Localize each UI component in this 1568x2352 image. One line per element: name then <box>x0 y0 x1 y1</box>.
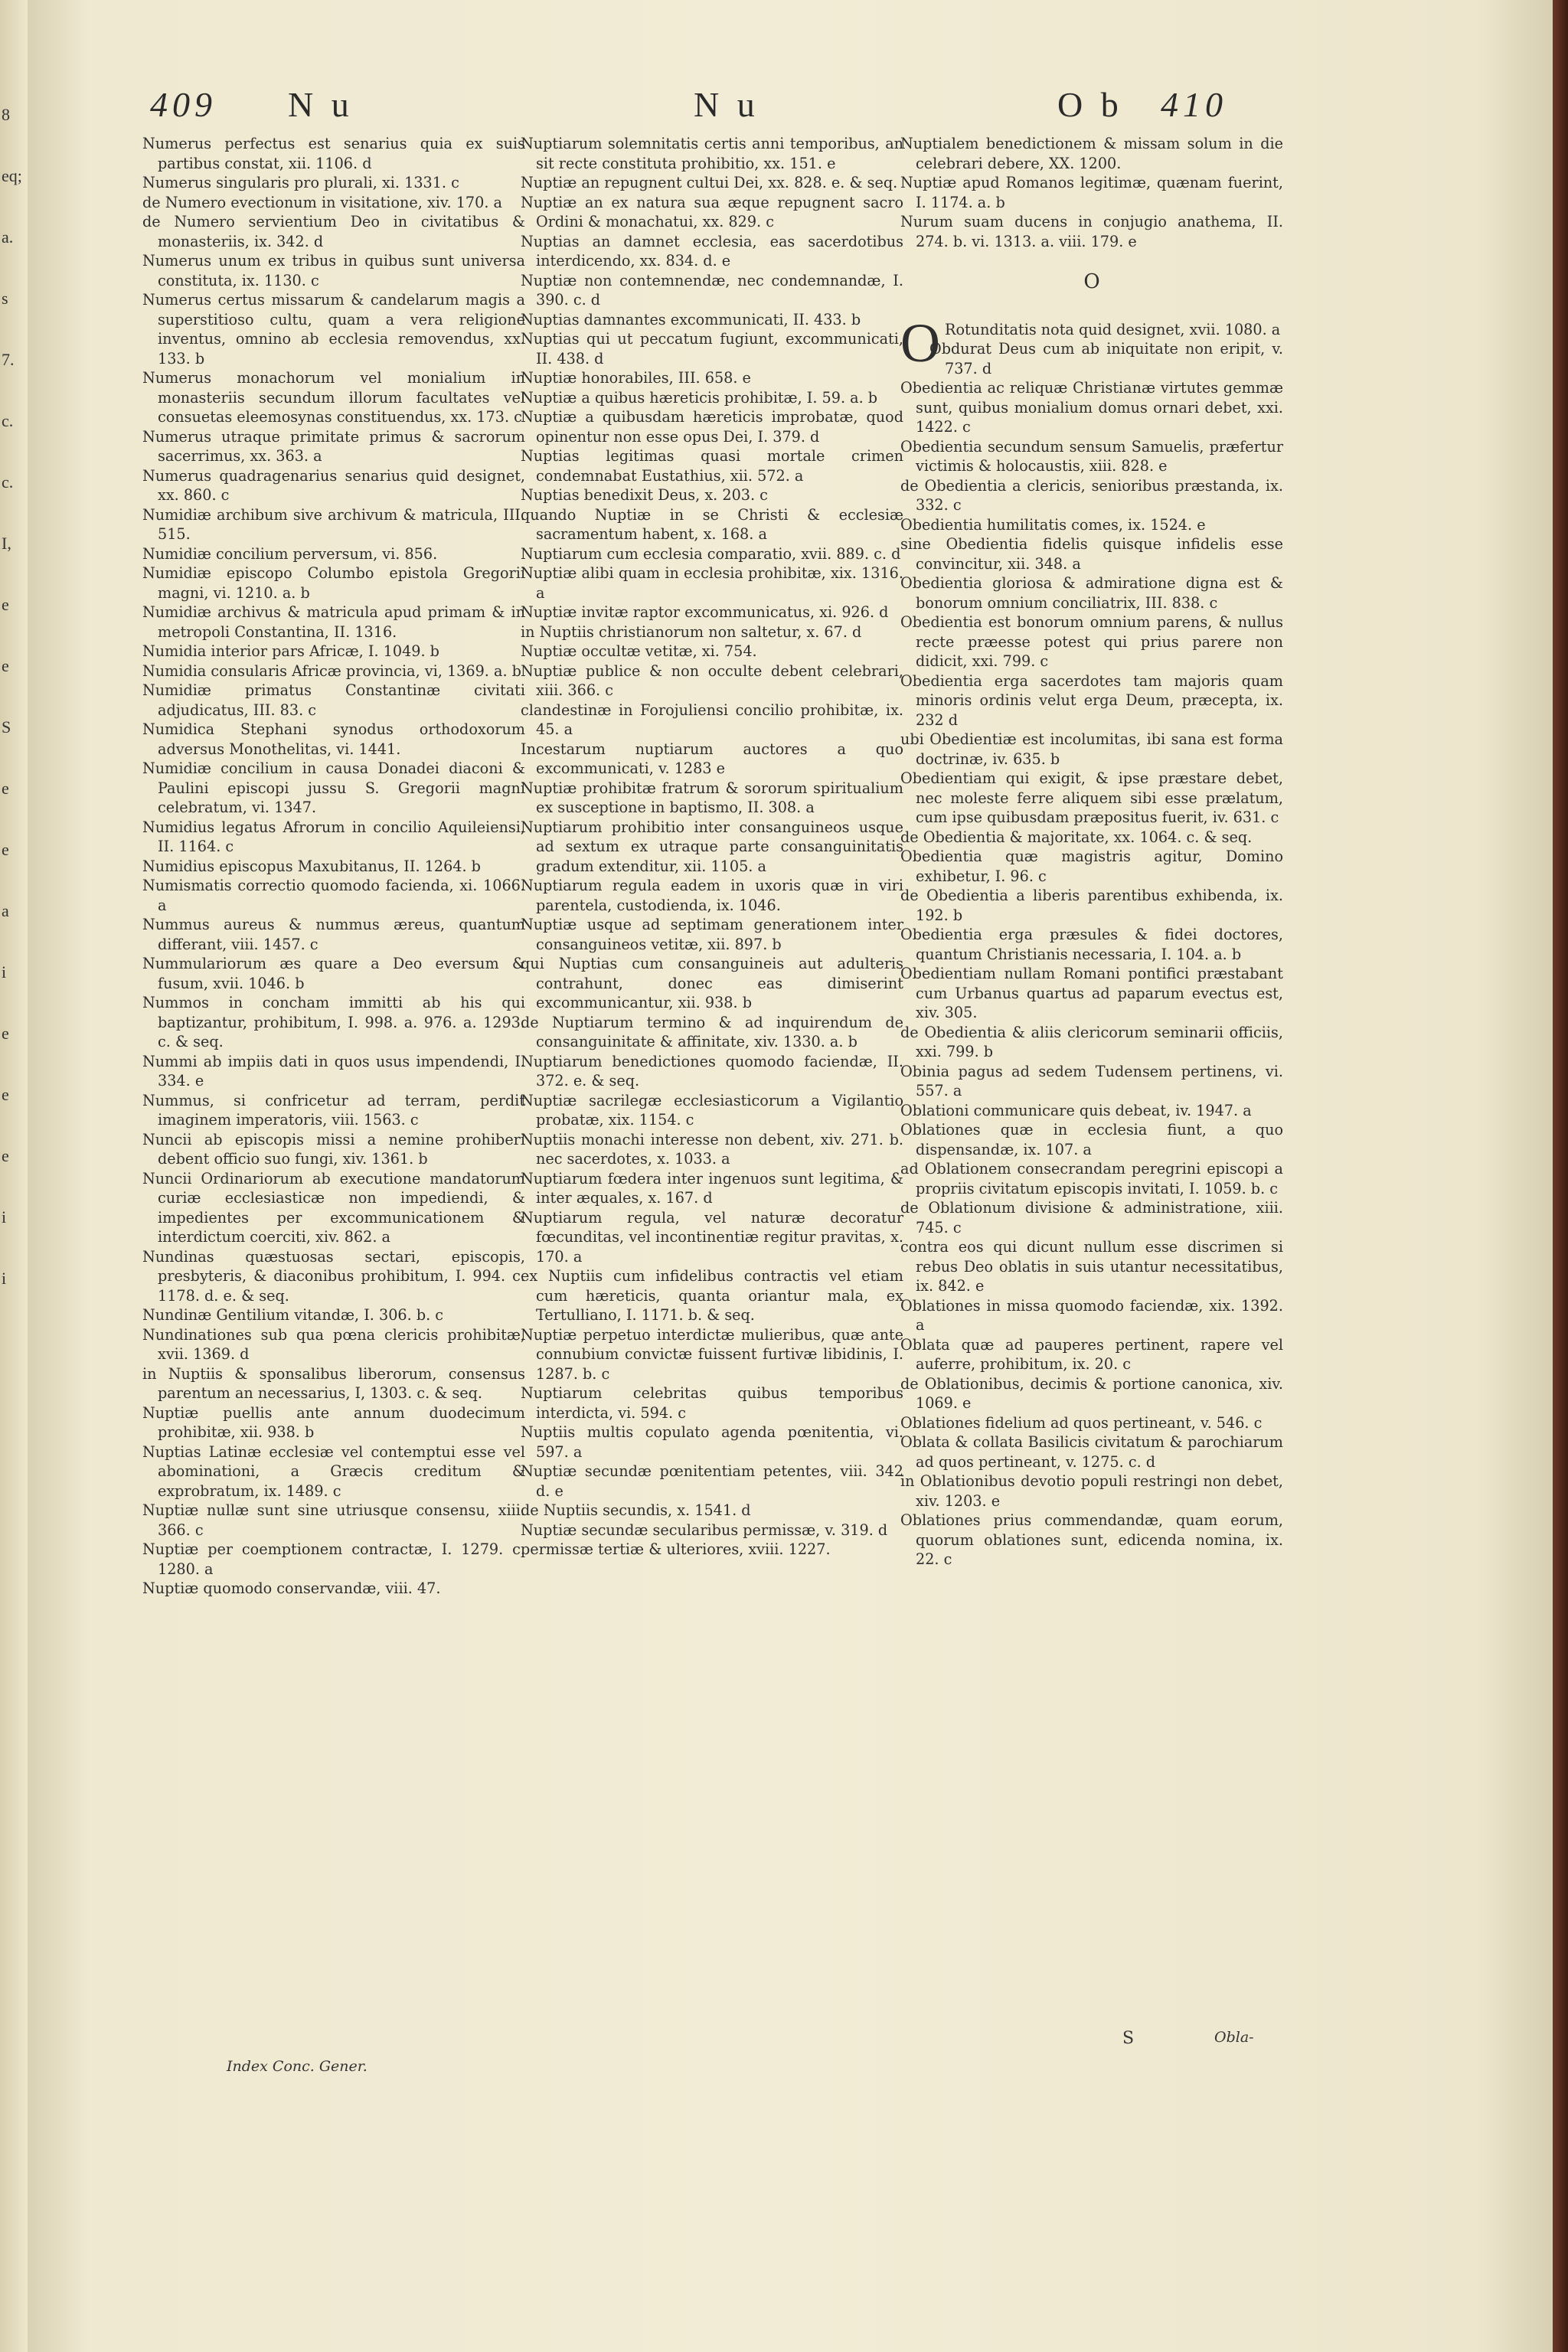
index-entry: Nuptias benedixit Deus, x. 203. c <box>521 486 768 504</box>
adjacent-page-fragment: a. <box>2 227 14 247</box>
index-entry: Numidiæ primatus Constantinæ civitati adjudicatus, III. 83. c <box>142 681 525 719</box>
index-entry: Obedientia est bonorum omnium parens, & nullus recte præesse potest qui prius parere non didicit, xxi. 799. c <box>900 613 1283 670</box>
index-entry: Numidia interior pars Africæ, I. 1049. b <box>142 642 439 660</box>
index-entry: Nuptiarum benedictiones quomodo faciendæ, II. 372. e. & seq. <box>521 1052 903 1089</box>
index-entry: de Nuptiis secundis, x. 1541. d <box>521 1501 751 1519</box>
index-entry: Nurum suam ducens in conjugio anathema, II. 274. b. vi. 1313. a. viii. 179. e <box>900 213 1283 250</box>
index-entry: Numidiæ concilium in causa Donadei diaconi & Paulini episcopi jussu S. Gregorii magni celebratum, vi. 1347. <box>142 760 525 816</box>
index-entry: Obedientia quæ magistris agitur, Domino exhibetur, I. 96. c <box>900 848 1283 885</box>
index-entry: Numerus perfectus est senarius quia ex suis partibus constat, xii. 1106. d <box>142 135 525 172</box>
index-entry: Nuptiæ puellis ante annum duodecimum prohibitæ, xii. 938. b <box>142 1403 525 1441</box>
index-entry: de Numero servientium Deo in civitatibus & monasteriis, ix. 342. d <box>142 213 525 250</box>
index-entry: de Obedientia a clericis, senioribus præstanda, ix. 332. c <box>900 476 1283 514</box>
index-entry: Numidius episcopus Maxubitanus, II. 1264. b <box>142 857 481 875</box>
index-entry: clandestinæ in Forojuliensi concilio prohibitæ, ix. 45. a <box>521 701 903 738</box>
index-entry: permissæ tertiæ & ulteriores, xviii. 1227. <box>521 1540 831 1558</box>
index-entry: Nummi ab impiis dati in quos usus impendendi, I. 334. e <box>142 1052 525 1089</box>
index-entry: Oblata & collata Basilicis civitatum & parochiarum ad quos pertineant, v. 1275. c. d <box>900 1433 1283 1471</box>
index-entry: ex Nuptiis cum infidelibus contractis vel etiam cum hæreticis, quanta oriantur mala, ex Tertulliano, I. 1171. b. & seq. <box>521 1267 903 1324</box>
column-3-n-entries <box>900 134 1283 251</box>
index-entry: Nuptiis multis copulato agenda pœnitentia, vi. 597. a <box>521 1423 903 1461</box>
index-entry: Nummos in concham immitti ab his qui baptizantur, prohibitum, I. 998. a. 976. a. 1293. c. & seq. <box>142 994 525 1050</box>
index-entry: Nuptiæ usque ad septimam generationem inter consanguineos vetitæ, xii. 897. b <box>521 916 903 953</box>
index-entry: quando Nuptiæ in se Christi & ecclesiæ sacramentum habent, x. 168. a <box>521 505 903 543</box>
index-entry: Nuptiis monachi interesse non debent, xiv. 271. b. nec sacerdotes, x. 1033. a <box>521 1130 903 1168</box>
index-entry: Obedientia erga sacerdotes tam majoris quam minoris ordinis velut erga Deum, præcepta, ix. 232 d <box>900 671 1283 729</box>
index-entry: Nuptiæ non contemnendæ, nec condemnandæ, I. 390. c. d <box>521 271 903 309</box>
adjacent-page-fragment: e <box>2 840 9 859</box>
index-entry: Numerus singularis pro plurali, xi. 1331. c <box>142 174 459 191</box>
index-entry: Obedientiam nullam Romani pontifici præstabant cum Urbanus quartus ad paparum evectus est, xiv. 305. <box>900 965 1283 1021</box>
running-header <box>28 84 1553 138</box>
catchword: Obla- <box>1214 2029 1254 2046</box>
index-entry: Numismatis correctio quomodo facienda, xi. 1066. a <box>142 877 525 914</box>
index-entry: Nuptiarum fœdera inter ingenuos sunt legitima, & inter æquales, x. 167. d <box>521 1169 903 1207</box>
page-number-right: 410 <box>1161 85 1227 124</box>
index-entry: Nuptiæ apud Romanos legitimæ, quænam fuerint, I. 1174. a. b <box>900 174 1283 211</box>
index-entry: Oblationes in missa quomodo faciendæ, xix. 1392. a <box>900 1296 1283 1334</box>
index-entry: Numidiæ archivus & matricula apud primam & in metropoli Constantina, II. 1316. <box>142 603 525 641</box>
index-entry: Nuptiæ secundæ pœnitentiam petentes, viii. 342 d. e <box>521 1462 903 1500</box>
index-entry: de Nuptiarum termino & ad inquirendum de consanguinitate & affinitate, xiv. 1330. a. b <box>521 1013 903 1050</box>
adjacent-page-edge <box>0 0 28 2352</box>
index-entry: Numidica Stephani synodus orthodoxorum adversus Monothelitas, vi. 1441. <box>142 720 525 758</box>
index-entry: Nuptiarum regula eadem in uxoris quæ in viri parentela, custodienda, ix. 1046. <box>521 877 903 914</box>
page-paper <box>28 0 1553 2352</box>
adjacent-page-fragment: eq; <box>2 166 22 185</box>
index-entry: Nuncii Ordinariorum ab executione mandatorum curiæ ecclesiasticæ non impediendi, & impedientes per excommunicationem & interdictum coerciti, xiv. 862. a <box>142 1169 525 1246</box>
index-entry: Nuptiæ secundæ secularibus permissæ, v. 319. d <box>521 1521 888 1539</box>
adjacent-page-fragment: e <box>2 779 9 798</box>
adjacent-page-fragment: i <box>2 1207 7 1227</box>
adjacent-page-fragment: c. <box>2 472 14 492</box>
adjacent-page-fragment: e <box>2 1146 9 1165</box>
signature-mark: S <box>1122 2029 1135 2048</box>
index-entry: Nuptiæ nullæ sunt sine utriusque consensu, xiii. 366. c <box>142 1501 525 1539</box>
index-entry: Nuptiæ quomodo conservandæ, viii. 47. <box>142 1579 441 1597</box>
index-entry: Oblationes quæ in ecclesia fiunt, a quo dispensandæ, ix. 107. a <box>900 1121 1283 1158</box>
adjacent-page-fragment: s <box>2 289 8 308</box>
index-entry: Nundinæ Gentilium vitandæ, I. 306. b. c <box>142 1306 444 1324</box>
page-number-left: 409 <box>150 85 217 124</box>
dropcap-entry-text: Rotunditatis nota quid designet, xvii. 1080. a <box>945 320 1281 338</box>
index-entry: ubi Obedientiæ est incolumitas, ibi sana est forma doctrinæ, iv. 635. b <box>900 730 1283 768</box>
index-entry: Nuptiæ per coemptionem contractæ, I. 1279. c. 1280. a <box>142 1540 525 1578</box>
adjacent-page-fragment: S <box>2 717 11 737</box>
index-column-1 <box>142 134 525 1599</box>
index-entry: de Oblationibus, decimis & portione canonica, xiv. 1069. e <box>900 1374 1283 1412</box>
index-entry: Numidiæ concilium perversum, vi. 856. <box>142 544 438 563</box>
index-entry: de Obedientia & majoritate, xx. 1064. c. & seq. <box>900 828 1253 846</box>
adjacent-page-fragment: c. <box>2 411 14 430</box>
index-entry: Nuptiæ publice & non occulte debent celebrari, xiii. 366. c <box>521 662 903 699</box>
index-entry: Nuptias qui ut peccatum fugiunt, excommunicati, II. 438. d <box>521 330 903 368</box>
index-entry: Obedientia gloriosa & admiratione digna est & bonorum omnium conciliatrix, III. 838. c <box>900 574 1283 612</box>
index-entry: Numerus monachorum vel monialium in monasteriis secundum illorum facultates vel consuetas eleemosynas constituendus, xx. 173. c <box>142 369 525 426</box>
index-entry: Obinia pagus ad sedem Tudensem pertinens, vi. 557. a <box>900 1062 1283 1099</box>
index-entry: Nuptias damnantes excommunicati, II. 433. b <box>521 310 861 328</box>
index-entry: Oblationes prius commendandæ, quam eorum, quorum oblationes sunt, edicenda nomina, ix. 22. c <box>900 1511 1283 1568</box>
index-entry: Numerus certus missarum & candelarum magis a superstitioso cultu, quam a vera religione inventus, omnino ab ecclesia removendus, xx. 133. b <box>142 291 525 368</box>
index-entry: Incestarum nuptiarum auctores a quo excommunicati, v. 1283 e <box>521 740 903 777</box>
adjacent-page-fragment: 8 <box>2 105 10 124</box>
index-entry: Nuptiæ honorabiles, III. 658. e <box>521 369 751 387</box>
index-entry: Nuptiæ a quibusdam hæreticis improbatæ, quod opinentur non esse opus Dei, I. 379. d <box>521 408 903 446</box>
index-entry: Nuptiarum prohibitio inter consanguineos usque ad sextum ex utraque parte consanguinitatis gradum extenditur, xii. 1105. a <box>521 818 903 875</box>
adjacent-page-fragment: e <box>2 1085 9 1104</box>
index-entry: Oblationi communicare quis debeat, iv. 1947. a <box>900 1101 1252 1119</box>
index-entry: Numidiæ episcopo Columbo epistola Gregorii magni, vi. 1210. a. b <box>142 564 525 602</box>
index-entry: Nuptiarum regula, vel naturæ decoratur fœcunditas, vel incontinentiæ regitur pravitas, x. 170. a <box>521 1208 903 1266</box>
index-column-2 <box>521 134 903 1560</box>
index-entry: ad Oblationem consecrandam peregrini episcopi a propriis civitatum episcopis invitati, I. 1059. b. c <box>900 1160 1283 1197</box>
header-middle-letters: N u <box>694 85 760 124</box>
index-entry: Nuptiæ alibi quam in ecclesia prohibitæ, xix. 1316. a <box>521 564 903 602</box>
header-left-letters: N u <box>288 85 354 124</box>
index-entry: Nuptias an damnet ecclesia, eas sacerdotibus interdicendo, xx. 834. d. e <box>521 232 903 270</box>
index-entry: Nuptiæ an ex natura sua æque repugnent sacro Ordini & monachatui, xx. 829. c <box>521 193 903 230</box>
adjacent-page-fragment: i <box>2 962 7 982</box>
index-entry: Obedientia secundum sensum Samuelis, præfertur victimis & holocaustis, xiii. 828. e <box>900 437 1283 475</box>
index-entry: Numidia consularis Africæ provincia, vi, 1369. a. b <box>142 662 521 680</box>
index-entry: de Oblationum divisione & administratione, xiii. 745. c <box>900 1199 1283 1236</box>
index-entry: Oblationes fidelium ad quos pertineant, v. 546. c <box>900 1413 1263 1432</box>
index-entry: Nuptias legitimas quasi mortale crimen condemnabat Eustathius, xii. 572. a <box>521 447 903 485</box>
section-letter-heading: O <box>1083 270 1100 293</box>
index-entry: Nuptiæ sacrilegæ ecclesiasticorum a Vigilantio probatæ, xix. 1154. c <box>521 1091 903 1129</box>
adjacent-page-fragment: i <box>2 1269 7 1288</box>
index-entry: de Obedientia & aliis clericorum seminarii officiis, xxi. 799. b <box>900 1023 1283 1060</box>
index-entry: Nuptias Latinæ ecclesiæ vel contemptui esse vel abominationi, a Græcis creditum & exprobratum, ix. 1489. c <box>142 1442 525 1500</box>
index-column-3 <box>900 134 1283 1570</box>
index-entry: Obdurat Deus cum ab iniquitate non eripit, v. 737. d <box>929 340 1283 377</box>
adjacent-page-fragments <box>2 84 24 1309</box>
index-entry: in Nuptiis christianorum non saltetur, x. 67. d <box>521 622 862 641</box>
index-entry: Numidiæ archibum sive archivum & matricula, III. 515. <box>142 505 525 543</box>
index-entry: de Numero evectionum in visitatione, xiv. 170. a <box>142 193 502 211</box>
index-entry: in Nuptiis & sponsalibus liberorum, consensus parentum an necessarius, I, 1303. c. & seq. <box>142 1364 525 1402</box>
index-entry: in Oblationibus devotio populi restringi non debet, xiv. 1203. e <box>900 1472 1283 1510</box>
adjacent-page-fragment: e <box>2 1024 9 1043</box>
index-entry: Nummus aureus & nummus æreus, quantum differant, viii. 1457. c <box>142 916 525 953</box>
index-entry: sine Obedientia fidelis quisque infidelis esse convincitur, xii. 348. a <box>900 535 1283 573</box>
index-entry: Nuptiæ a quibus hæreticis prohibitæ, I. 59. a. b <box>521 388 878 407</box>
index-entry: Obedientia ac reliquæ Christianæ virtutes gemmæ sunt, quibus monialium domus ornari debet, xxi. 1422. c <box>900 379 1283 436</box>
index-entry: Nuptiarum solemnitatis certis anni temporibus, an sit recte constituta prohibitio, xx. 151. e <box>521 135 903 172</box>
index-entry: de Obedientia a liberis parentibus exhibenda, ix. 192. b <box>900 887 1283 924</box>
index-entry: Nuptiæ invitæ raptor excommunicatus, xi. 926. d <box>521 603 889 621</box>
index-entry: Nummulariorum æs quare a Deo eversum & fusum, xvii. 1046. b <box>142 955 525 992</box>
index-entry: Oblata quæ ad pauperes pertinent, rapere vel auferre, prohibitum, ix. 20. c <box>900 1335 1283 1373</box>
index-entry: Nuptiarum celebritas quibus temporibus interdicta, vi. 594. c <box>521 1384 903 1422</box>
adjacent-page-fragment: I, <box>2 534 11 553</box>
column-3-o-entries <box>900 339 1283 1570</box>
index-entry: Nuptiæ occultæ vetitæ, xi. 754. <box>521 642 757 660</box>
index-entry: Nuptiæ an repugnent cultui Dei, xx. 828. e. & seq. <box>521 174 898 191</box>
adjacent-page-fragment: a <box>2 901 9 920</box>
footer-book-title: Index Conc. Gener. <box>227 2058 368 2075</box>
adjacent-page-fragment: e <box>2 656 9 675</box>
index-entry: Obedientia erga præsules & fidei doctores, quantum Christianis necessaria, I. 104. a. b <box>900 926 1283 963</box>
index-entry: Nuptiæ prohibitæ fratrum & sororum spiritualium ex susceptione in baptismo, II. 308. a <box>521 779 903 816</box>
index-entry: contra eos qui dicunt nullum esse discrimen si rebus Deo oblatis in suis utantur necessitatibus, ix. 842. e <box>900 1238 1283 1295</box>
adjacent-page-fragment: e <box>2 595 9 614</box>
index-entry: Numerus unum ex tribus in quibus sunt universa constituta, ix. 1130. c <box>142 252 525 289</box>
index-entry: Nuncii ab episcopis missi a nemine prohiberi debent officio suo fungi, xiv. 1361. b <box>142 1130 525 1168</box>
index-entry: Nuptialem benedictionem & missam solum in die celebrari debere, XX. 1200. <box>900 135 1283 172</box>
adjacent-page-fragment: 7. <box>2 350 15 369</box>
index-entry: qui Nuptias cum consanguineis aut adulteris contrahunt, donec eas dimiserint excommunicantur, xii. 938. b <box>521 955 903 1011</box>
index-entry: Nummus, si confricetur ad terram, perdit imaginem imperatoris, viii. 1563. c <box>142 1091 525 1129</box>
index-entry: Nuptiarum cum ecclesia comparatio, xvii. 889. c. d <box>521 544 901 563</box>
index-entry: Nundinationes sub qua pœna clericis prohibitæ, xvii. 1369. d <box>142 1325 525 1363</box>
book-cover-edge <box>1553 0 1568 2352</box>
index-entry: Numerus utraque primitate primus & sacrorum sacerrimus, xx. 363. a <box>142 427 525 465</box>
index-entry: Numerus quadragenarius senarius quid designet, xx. 860. c <box>142 466 525 504</box>
index-entry: Nundinas quæstuosas sectari, episcopis, presbyteris, & diaconibus prohibitum, I. 994. c. 1178. d. e. & seq. <box>142 1247 525 1305</box>
index-entry: Obedientia humilitatis comes, ix. 1524. e <box>900 515 1206 534</box>
header-right-letters: O b <box>1057 85 1123 124</box>
dropcap-letter: O <box>900 312 940 374</box>
index-entry: Obedientiam qui exigit, & ipse præstare debet, nec moleste ferre aliquem sibi esse prælatum, cum ipse quibusdam præpositus fuerit, iv. 631. c <box>900 769 1283 826</box>
index-entry: Nuptiæ perpetuo interdictæ mulieribus, quæ ante connubium convictæ fuissent furtivæ libidinis, I. 1287. b. c <box>521 1325 903 1383</box>
index-entry: Numidius legatus Afrorum in concilio Aquileiensi, II. 1164. c <box>142 818 525 855</box>
